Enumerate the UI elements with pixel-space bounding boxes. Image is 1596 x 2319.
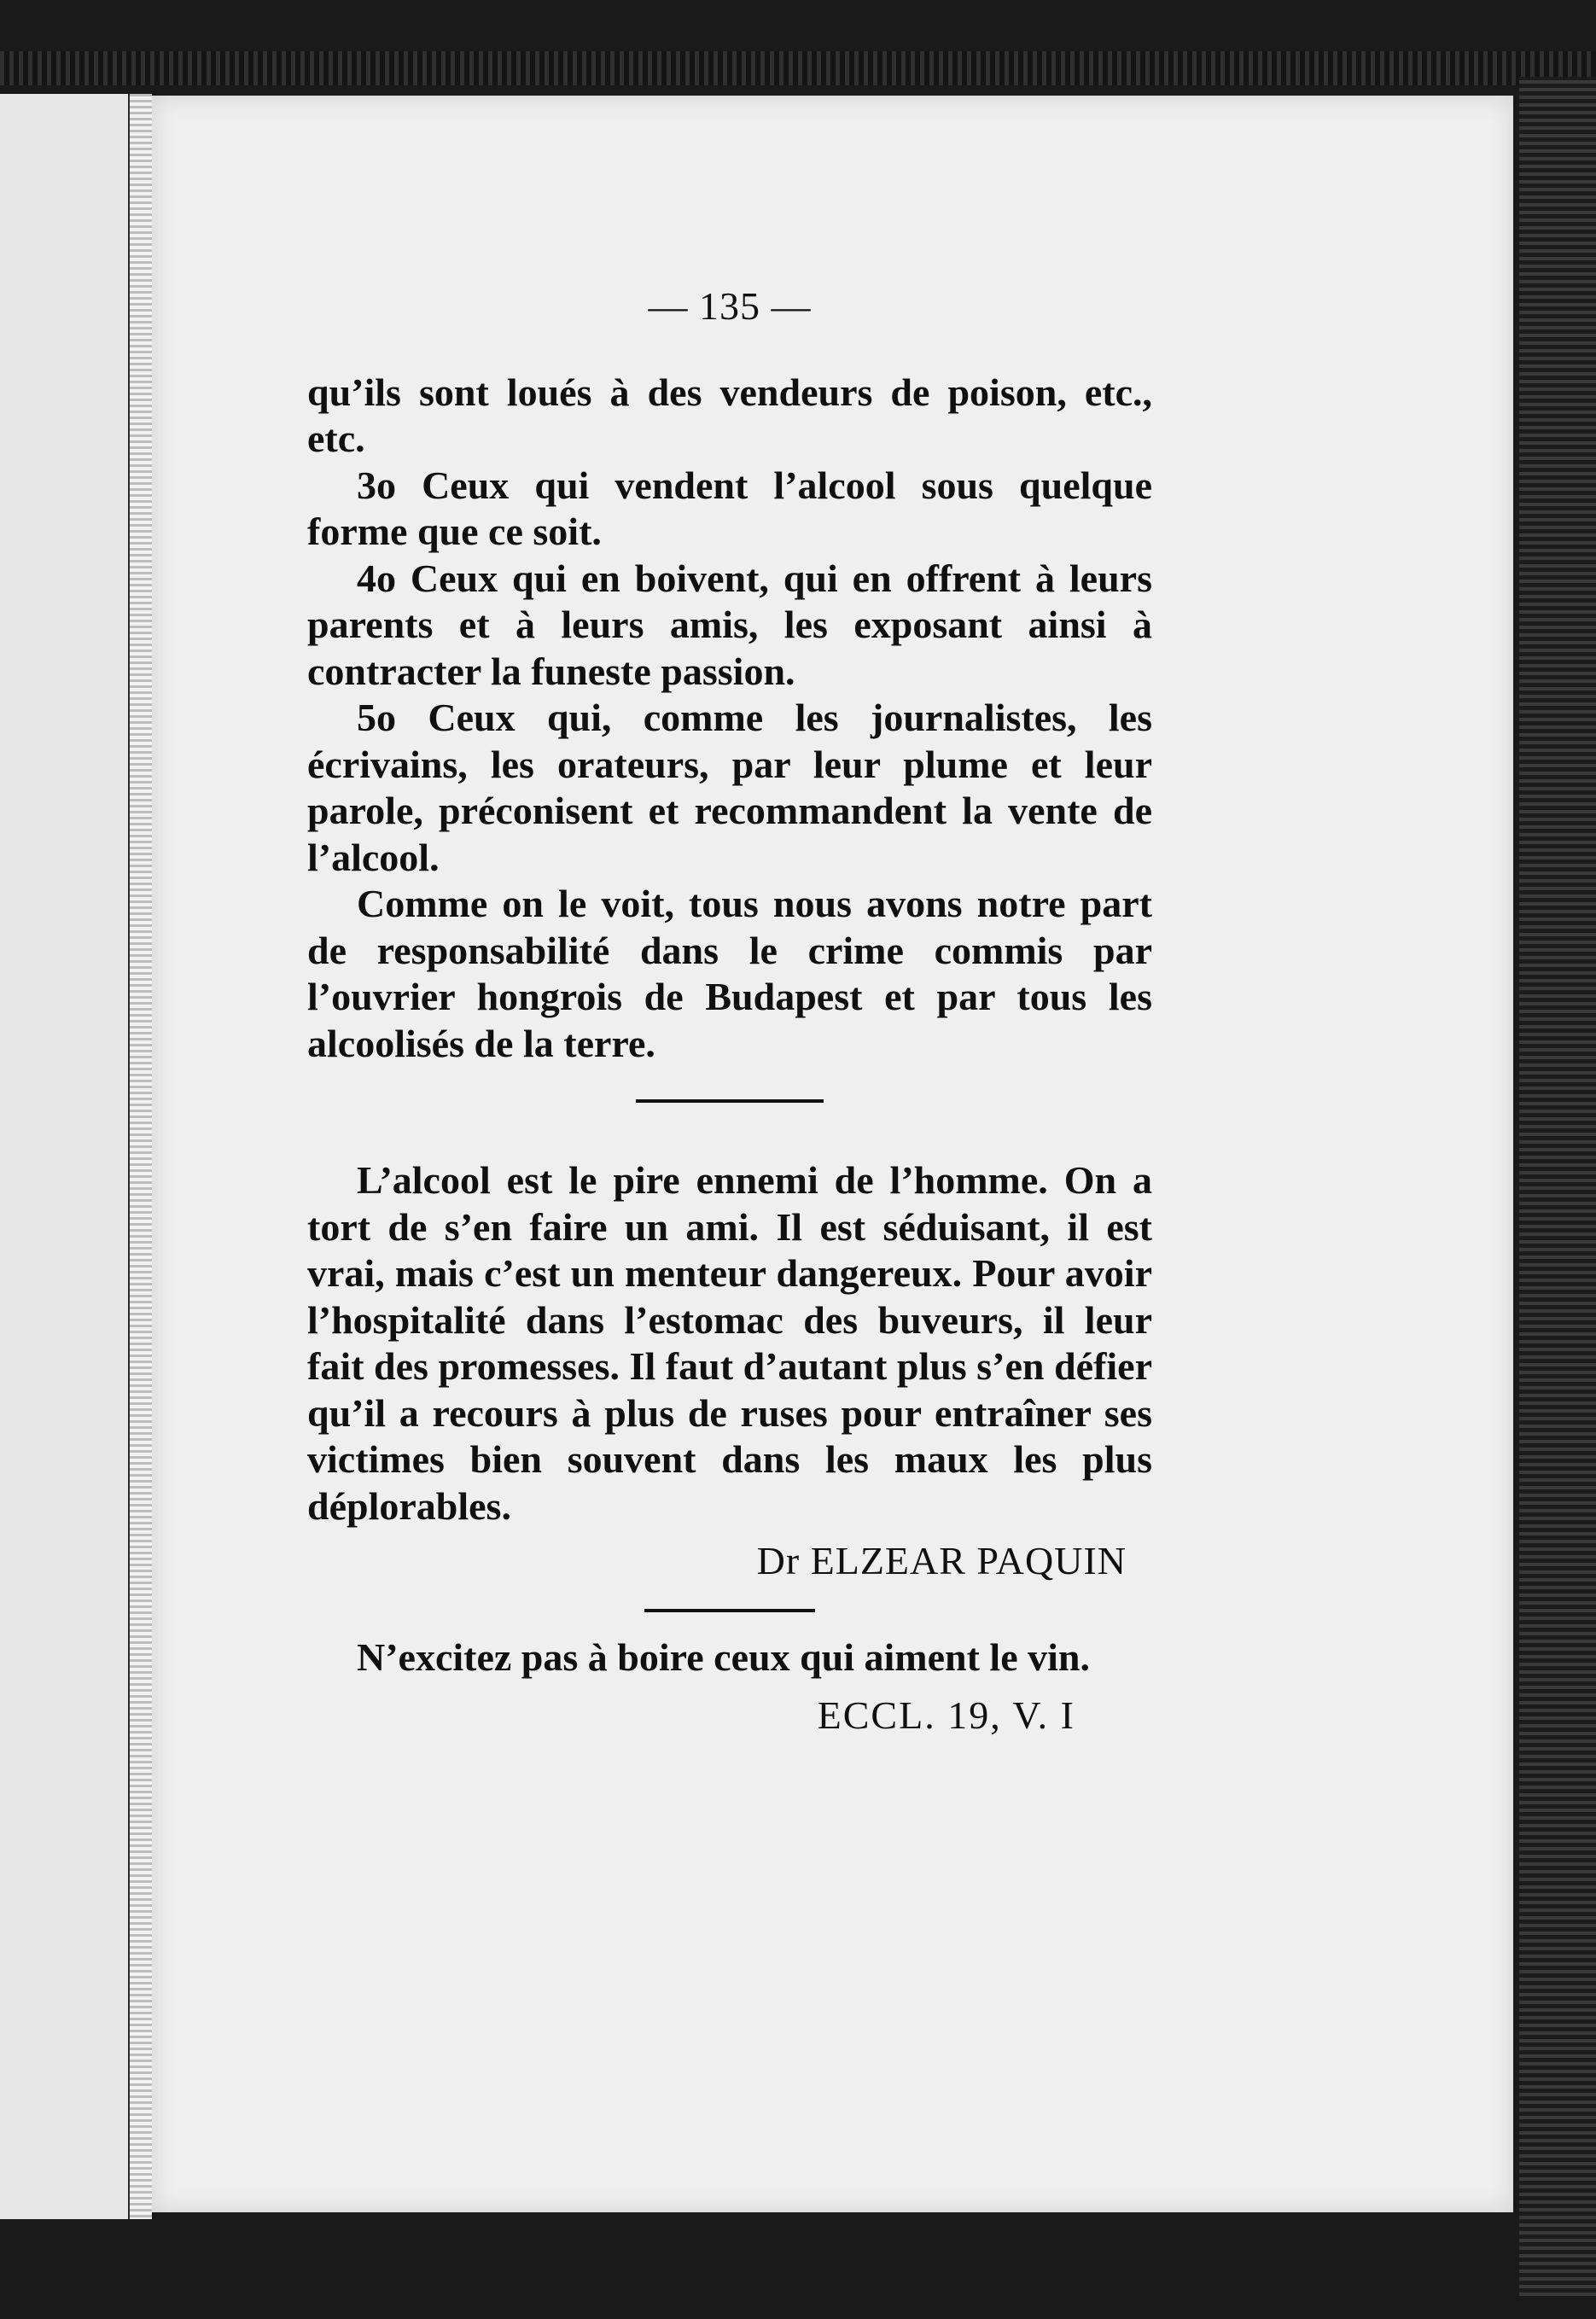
book-page — [152, 96, 1513, 2212]
paragraph-conclusion: Comme on le voit, tous nous avons notre part de responsabilité dans le crime commis par l’ouvrier hongrois de Budapest et par tous les alcoolisés de la terre. — [307, 882, 1152, 1065]
left-page-edge — [130, 94, 152, 2219]
paragraph-item-3: 3o Ceux qui vendent l’alcool sous quelque forme que ce soit. — [307, 463, 1152, 553]
scripture-reference: ECCL. 19, V. I — [817, 1693, 1075, 1737]
page-number: — 135 — — [648, 284, 812, 328]
page-text — [307, 283, 1152, 1739]
right-binding-edge — [1519, 77, 1596, 2296]
section-divider-2 — [644, 1609, 815, 1612]
quote-paragraph: L’alcool est le pire ennemi de l’homme. On a tort de s’en faire un ami. Il est séduisant, il est vrai, mais c’est un menteur dangereux. Pour avoir l’hospitalité dans l’estomac des buveurs, il leur fait des promesses. Il faut d’autant plus s’en défier qu’il a recours à plus de ruses pour entraîner ses victimes bien souvent dans les maux les plus déplorables. — [307, 1158, 1152, 1528]
paragraph-continuation: qu’ils sont loués à des vendeurs de poison, etc., etc. — [307, 370, 1152, 460]
left-page-fragment — [0, 94, 133, 2219]
scripture-quote: N’excitez pas à boire ceux qui aiment le vin. — [357, 1634, 1090, 1679]
quote-signature: Dr ELZEAR PAQUIN — [756, 1539, 1127, 1582]
top-page-edge — [0, 51, 1596, 85]
paragraph-item-5: 5o Ceux qui, comme les journalistes, les écrivains, les orateurs, par leur plume et leur parole, préconisent et recommandent la vente de l’alcool. — [307, 696, 1152, 879]
paragraph-item-4: 4o Ceux qui en boivent, qui en offrent à leurs parents et à leurs amis, les exposant ainsi à contracter la funeste passion. — [307, 556, 1152, 693]
section-divider — [636, 1099, 824, 1103]
